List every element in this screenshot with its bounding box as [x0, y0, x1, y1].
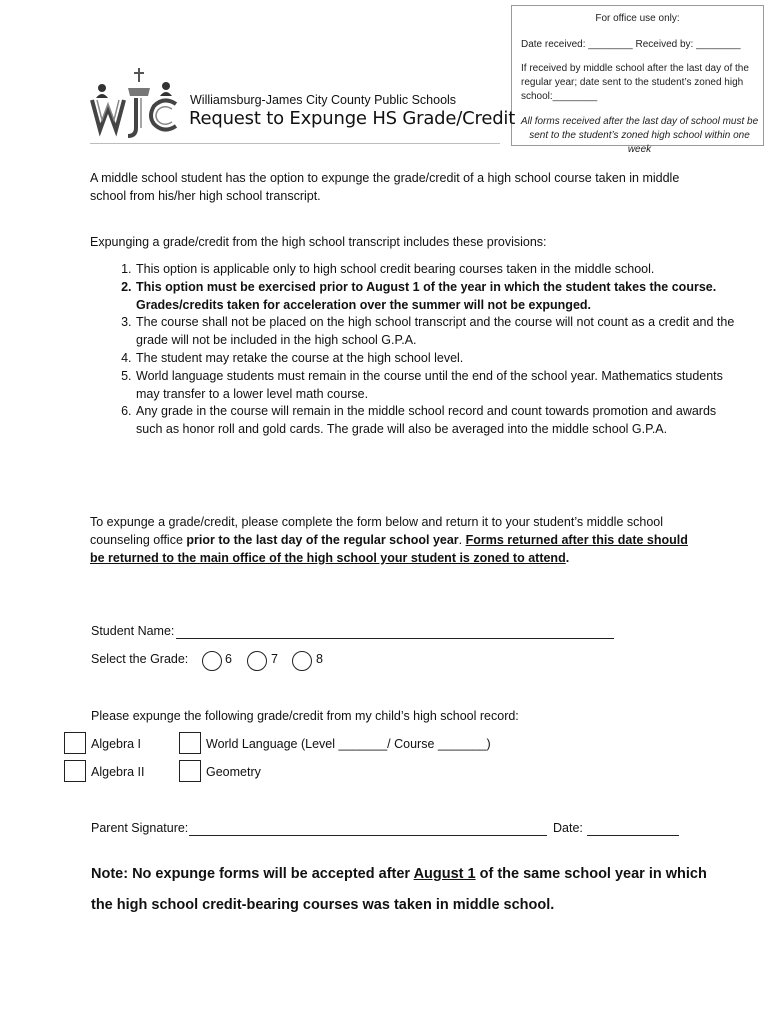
instructions-text: To expunge a grade/credit, please complete the form below and return it to your student’s middle school counseling office	[90, 515, 664, 547]
instructions-end: .	[565, 551, 570, 565]
grade-8-radio[interactable]	[292, 651, 312, 671]
provision-item: 1. This option is applicable only to high school credit bearing courses taken in the middle school.	[135, 261, 735, 279]
instructions-period: .	[458, 533, 466, 547]
grade-6-radio[interactable]	[202, 651, 222, 671]
provision-item: 5. World language students must remain in the course until the end of the school year. Mathematics students may transfer to a lower level math course.	[135, 368, 735, 404]
note-line-1	[91, 866, 707, 882]
world-language-checkbox[interactable]	[179, 732, 201, 754]
office-use-title: For office use only:	[595, 13, 680, 24]
provision-item: 4. The student may retake the course at the high school level.	[135, 350, 735, 368]
note-deadline: August 1	[413, 866, 476, 882]
intro-paragraph: A middle school student has the option to expunge the grade/credit of a high school course taken in middle school from his/her high school transcript.	[90, 171, 680, 203]
student-name-field[interactable]	[176, 638, 614, 639]
parent-signature-label: Parent Signature:	[91, 821, 189, 835]
parent-signature-field[interactable]	[189, 835, 547, 836]
note-text-end: of the same school year in which	[475, 866, 707, 882]
date-label: Date:	[553, 821, 583, 835]
instructions-paragraph	[90, 513, 700, 567]
provisions-list	[90, 261, 735, 439]
student-name-label: Student Name:	[91, 624, 175, 638]
provision-item: 3. The course shall not be placed on the high school transcript and the course will not count as a credit and the grade will not be included in the high school G.P.A.	[135, 314, 735, 350]
geometry-label: Geometry	[206, 765, 261, 779]
geometry-checkbox[interactable]	[179, 760, 201, 782]
grade-7-label: 7	[271, 652, 278, 666]
algebra-2-checkbox[interactable]	[64, 760, 86, 782]
wjc-logo-icon	[88, 66, 184, 140]
office-italic-note: All forms received after the last day of school must be sent to the student’s zoned high school within one week	[520, 116, 759, 155]
instructions-late-forms: Forms returned after this date should be returned to the main office of the high school your student is zoned to attend	[90, 533, 688, 565]
wjc-logo	[88, 66, 184, 140]
world-language-label: World Language (Level _______/ Course _______)	[206, 737, 491, 751]
note-text: Note: No expunge forms will be accepted after	[91, 866, 414, 882]
grade-6-label: 6	[225, 652, 232, 666]
instructions-deadline: prior to the last day of the regular school year	[186, 533, 459, 547]
algebra-2-label: Algebra II	[91, 765, 145, 779]
middle-school-received-note: If received by middle school after the last day of the regular year; date sent to the student’s zoned high school:________	[521, 63, 749, 102]
grade-8-label: 8	[316, 652, 323, 666]
header-divider	[90, 143, 500, 144]
provisions-heading: Expunging a grade/credit from the high school transcript includes these provisions:	[90, 235, 547, 249]
note-line-2: the high school credit-bearing courses was taken in middle school.	[91, 897, 555, 913]
provision-item: 2. This option must be exercised prior to August 1 of the year in which the student takes the course. Grades/credits taken for acceleration over the summer will not be expunged.	[135, 279, 735, 315]
school-name: Williamsburg-James City County Public Schools	[190, 93, 457, 107]
date-received-line: Date received: ________ Received by: ________	[521, 39, 741, 50]
algebra-1-label: Algebra I	[91, 737, 142, 751]
page-title: Request to Expunge HS Grade/Credit	[189, 108, 516, 129]
algebra-1-checkbox[interactable]	[64, 732, 86, 754]
date-field[interactable]	[587, 835, 679, 836]
office-use-box	[511, 5, 764, 155]
provision-item: 6. Any grade in the course will remain in the middle school record and count towards promotion and awards such as honor roll and gold cards. The grade will also be averaged into the middle school G.P.A.	[135, 403, 735, 439]
grade-7-radio[interactable]	[247, 651, 267, 671]
grade-label: Select the Grade:	[91, 652, 189, 666]
expunge-request-label: Please expunge the following grade/credit from my child’s high school record:	[91, 709, 519, 723]
